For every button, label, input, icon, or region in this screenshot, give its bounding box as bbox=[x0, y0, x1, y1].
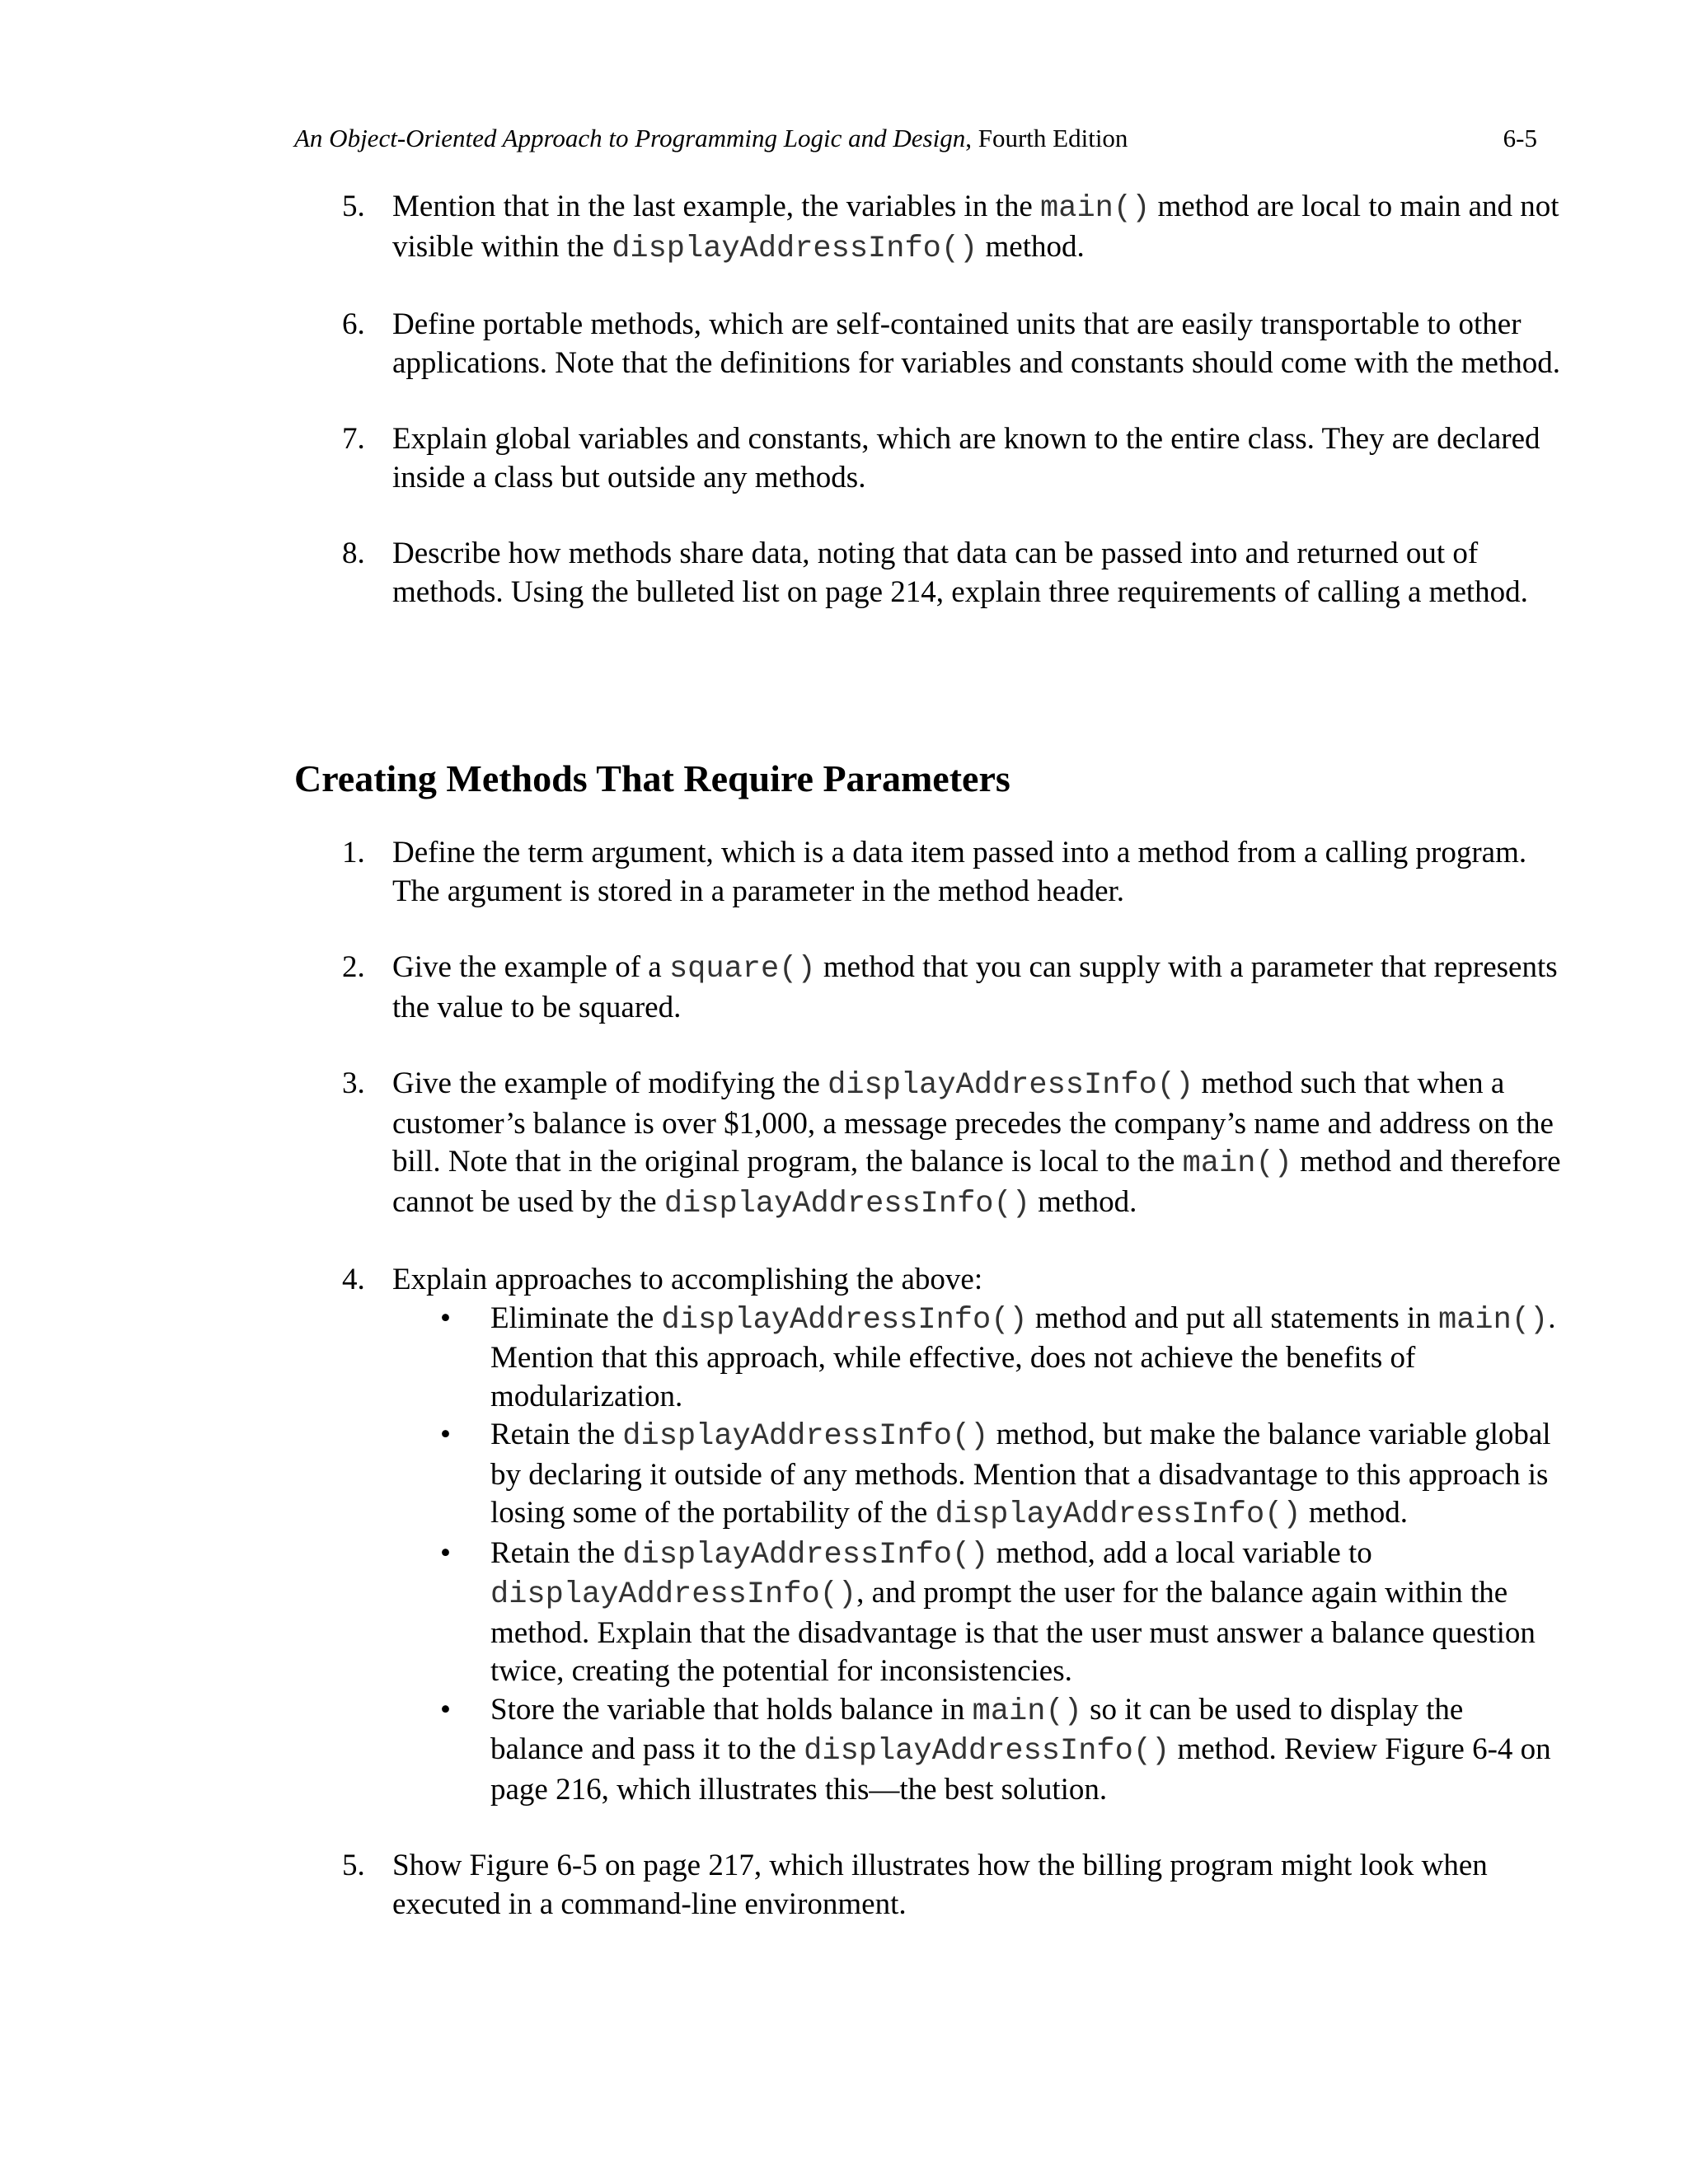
code-term: displayAddressInfo() bbox=[622, 1537, 989, 1572]
bulleted-list bbox=[392, 1300, 1564, 1810]
bullet-icon: • bbox=[440, 1301, 451, 1335]
item-text: Give the example of a bbox=[392, 950, 669, 984]
item-text: Retain the bbox=[490, 1535, 623, 1570]
item-text: Explain approaches to accomplishing the above: bbox=[392, 1263, 983, 1296]
list-item bbox=[294, 306, 1564, 382]
item-text: method. Review Figure 6-4 on page 216, which illustrates this—the best solution. bbox=[490, 1732, 1551, 1807]
item-text: Give the example of modifying the bbox=[392, 1066, 828, 1100]
code-term: displayAddressInfo() bbox=[661, 1302, 1028, 1338]
item-text: method and therefore cannot be used by the bbox=[392, 1145, 1561, 1219]
bullet-icon: • bbox=[440, 1418, 451, 1451]
item-number: 7. bbox=[342, 422, 365, 456]
item-text: Define the term argument, which is a data item passed into a method from a calling program. The argument is stored in a parameter in the method header. bbox=[392, 836, 1527, 908]
item-number: 2. bbox=[342, 950, 365, 984]
list-item bbox=[294, 535, 1564, 612]
item-text: method, but make the balance variable global by declaring it outside of any methods. Mention that a disadvantage to this approach is losing some of the portability of the bbox=[490, 1418, 1551, 1530]
list-item bbox=[294, 1261, 1564, 1809]
item-text: , and prompt the user for the balance again within the method. Explain that the disadvantage is that the user must answer a balance question twice, creating the potential for inconsistencies. bbox=[490, 1576, 1536, 1688]
code-term: square() bbox=[668, 952, 816, 987]
bullet-icon: • bbox=[440, 1692, 451, 1727]
item-text: method and put all statements in bbox=[1027, 1301, 1439, 1335]
numbered-list-top bbox=[294, 188, 1564, 612]
code-term: displayAddressInfo() bbox=[490, 1577, 857, 1612]
bullet-icon: • bbox=[440, 1535, 451, 1570]
code-term: displayAddressInfo() bbox=[804, 1734, 1170, 1769]
item-number: 4. bbox=[342, 1263, 365, 1296]
code-term: displayAddressInfo() bbox=[622, 1419, 989, 1454]
item-text: Explain global variables and constants, which are known to the entire class. They are declared inside a class but outside any methods. bbox=[392, 422, 1540, 494]
item-text: Define portable methods, which are self-contained units that are easily transportable to other applications. Note that the definitions for variables and constants should come with the method. bbox=[392, 307, 1560, 380]
page-number: 6-5 bbox=[1503, 124, 1537, 152]
edition-label: , Fourth Edition bbox=[965, 124, 1128, 152]
bullet-item bbox=[392, 1535, 1564, 1691]
item-number: 5. bbox=[342, 1849, 365, 1882]
bullet-item bbox=[392, 1691, 1564, 1810]
item-text: Describe how methods share data, noting that data can be passed into and returned out of methods. Using the bulleted list on page 214, explain three requirements of calling a method. bbox=[392, 537, 1528, 609]
item-number: 8. bbox=[342, 537, 365, 570]
code-term: main() bbox=[972, 1694, 1082, 1729]
code-term: main() bbox=[1040, 191, 1151, 226]
code-term: main() bbox=[1182, 1146, 1292, 1181]
item-text: Eliminate the bbox=[490, 1301, 662, 1335]
item-text: method. bbox=[1029, 1184, 1137, 1219]
item-text: Mention that in the last example, the variables in the bbox=[392, 190, 1041, 223]
bullet-item bbox=[392, 1416, 1564, 1535]
item-number: 3. bbox=[342, 1066, 365, 1100]
list-item bbox=[294, 834, 1564, 911]
list-item bbox=[294, 420, 1564, 497]
numbered-list-bottom bbox=[294, 834, 1564, 1924]
section-heading: Creating Methods That Require Parameters bbox=[294, 757, 1010, 799]
item-text: method. bbox=[1301, 1496, 1409, 1530]
code-term: displayAddressInfo() bbox=[935, 1497, 1301, 1532]
item-text: method are local to main and not visible within the bbox=[392, 190, 1559, 264]
item-text: method. bbox=[978, 229, 1085, 264]
list-item bbox=[294, 1065, 1564, 1223]
item-text: . Mention that this approach, while effective, does not achieve the benefits of modularization. bbox=[490, 1301, 1556, 1413]
code-term: main() bbox=[1438, 1302, 1549, 1338]
running-header bbox=[294, 122, 1537, 158]
item-number: 5. bbox=[342, 190, 365, 223]
item-number: 6. bbox=[342, 307, 365, 341]
list-item bbox=[294, 188, 1564, 268]
list-item bbox=[294, 949, 1564, 1027]
bullet-item bbox=[392, 1300, 1564, 1417]
item-text: Store the variable that holds balance in bbox=[490, 1692, 973, 1727]
code-term: displayAddressInfo() bbox=[828, 1068, 1194, 1103]
item-text: Show Figure 6-5 on page 217, which illustrates how the billing program might look when executed in a command-line environment. bbox=[392, 1849, 1488, 1921]
item-number: 1. bbox=[342, 836, 365, 869]
list-item bbox=[294, 1847, 1564, 1924]
item-text: method such that when a customer’s balance is over $1,000, a message precedes the company’s name and address on the bill. Note that in the original program, the balance is local to the bbox=[392, 1066, 1554, 1179]
item-text: so it can be used to display the balance and pass it to the bbox=[490, 1692, 1464, 1766]
item-text: method that you can supply with a parameter that represents the value to be squared. bbox=[392, 950, 1558, 1024]
book-title: An Object-Oriented Approach to Programming Logic and Design bbox=[294, 124, 966, 152]
item-text: method, add a local variable to bbox=[988, 1535, 1372, 1570]
item-text: Retain the bbox=[490, 1418, 623, 1451]
code-term: displayAddressInfo() bbox=[612, 231, 978, 266]
code-term: displayAddressInfo() bbox=[663, 1186, 1030, 1221]
